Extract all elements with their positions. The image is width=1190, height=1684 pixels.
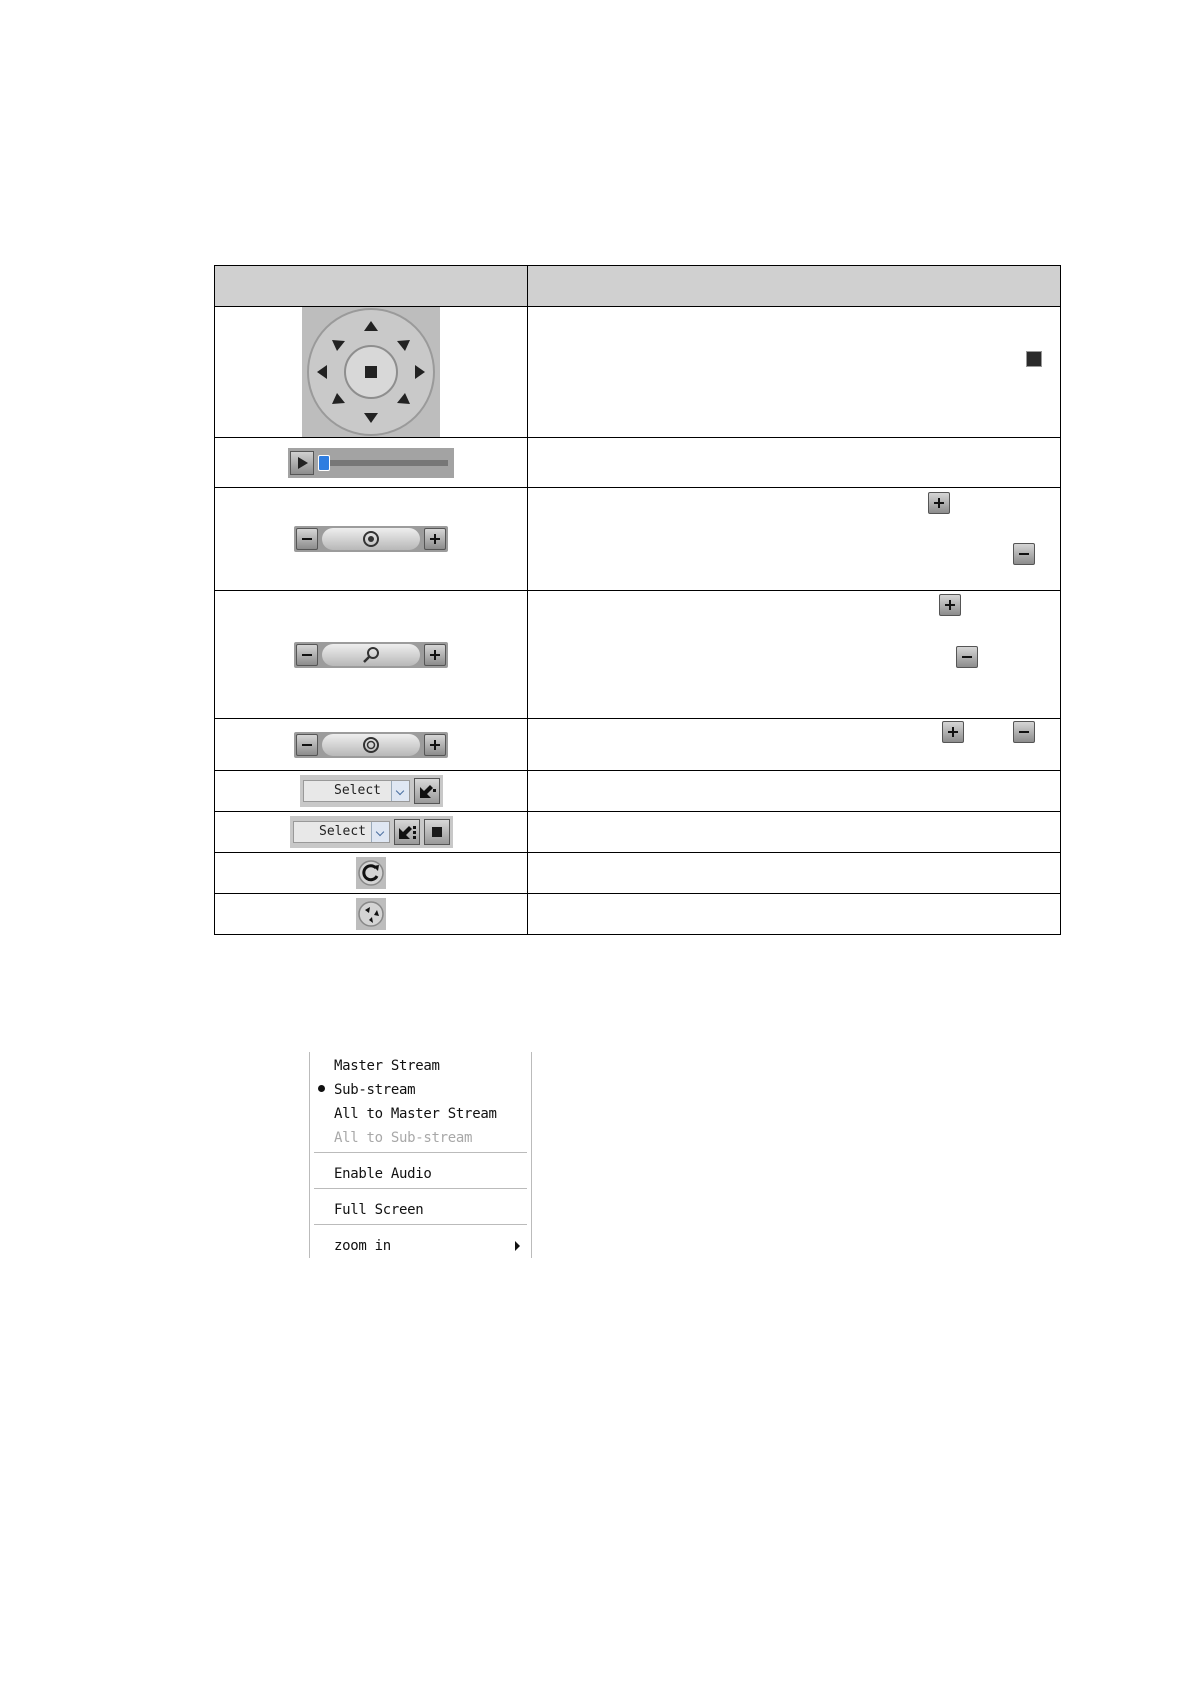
menu-item-all-to-sub-stream: All to Sub-stream	[334, 1130, 473, 1146]
table-row	[215, 591, 1061, 719]
menu-item-all-to-master-stream[interactable]: All to Master Stream	[334, 1106, 497, 1122]
table-cell	[215, 771, 528, 812]
table-row	[215, 307, 1061, 438]
plus-icon	[939, 594, 961, 616]
refresh-icon	[356, 857, 386, 889]
zoom-label-pill	[322, 528, 420, 550]
selected-bullet-icon	[318, 1085, 325, 1092]
table-row	[215, 812, 1061, 853]
table-cell	[528, 438, 1061, 488]
tour-select[interactable]	[293, 821, 390, 843]
minus-icon	[956, 646, 978, 668]
start-tour-button[interactable]	[394, 819, 420, 845]
menu-separator	[314, 1188, 527, 1189]
zoom-icon	[322, 528, 420, 550]
stop-tour-button[interactable]	[424, 819, 450, 845]
iris-control	[294, 732, 448, 758]
focus-near-button[interactable]	[296, 644, 318, 666]
table-row	[215, 488, 1061, 591]
slider-track[interactable]	[320, 460, 448, 466]
table-cell	[215, 307, 528, 438]
table-cell	[215, 488, 528, 591]
minus-icon	[1013, 721, 1035, 743]
minus-icon	[1013, 543, 1035, 565]
table-cell	[528, 812, 1061, 853]
table-cell	[528, 719, 1061, 771]
table-cell	[528, 591, 1061, 719]
preset-control	[300, 775, 443, 807]
table-cell	[528, 894, 1061, 935]
menu-item-zoom-in[interactable]: zoom in	[334, 1238, 391, 1254]
menu-item-enable-audio[interactable]: Enable Audio	[334, 1166, 432, 1182]
table-cell	[215, 894, 528, 935]
menu-separator	[314, 1152, 527, 1153]
submenu-arrow-icon	[515, 1241, 520, 1251]
auto-scan-button[interactable]	[356, 898, 386, 930]
plus-icon	[942, 721, 964, 743]
menu-separator	[314, 1224, 527, 1225]
focus-far-button[interactable]	[424, 644, 446, 666]
preset-select[interactable]	[303, 780, 410, 802]
table-cell	[215, 812, 528, 853]
auto-scan-icon	[356, 898, 386, 930]
menu-item-sub-stream[interactable]: Sub-stream	[334, 1082, 416, 1098]
ptz-control-table	[214, 265, 1061, 935]
table-cell	[528, 771, 1061, 812]
table-cell	[215, 438, 528, 488]
tour-arrow-icon	[395, 820, 419, 844]
table-header-row	[215, 266, 1061, 307]
zoom-out-button[interactable]	[296, 528, 318, 550]
zoom-control	[294, 526, 448, 552]
focus-control	[294, 642, 448, 668]
goto-preset-button[interactable]	[414, 778, 440, 804]
iris-icon	[322, 734, 420, 756]
iris-close-button[interactable]	[296, 734, 318, 756]
table-cell	[528, 853, 1061, 894]
tour-select-value: Select	[319, 824, 366, 839]
zoom-in-button[interactable]	[424, 528, 446, 550]
slider-thumb[interactable]	[318, 455, 330, 471]
table-cell	[215, 591, 528, 719]
menu-item-full-screen[interactable]: Full Screen	[334, 1202, 424, 1218]
iris-open-button[interactable]	[424, 734, 446, 756]
table-cell	[215, 719, 528, 771]
iris-label-pill	[322, 734, 420, 756]
table-row	[215, 438, 1061, 488]
magnifier-icon	[322, 644, 420, 666]
table-row	[215, 719, 1061, 771]
table-cell	[215, 853, 528, 894]
preset-select-value: Select	[334, 783, 381, 798]
table-row	[215, 894, 1061, 935]
table-row	[215, 771, 1061, 812]
table-cell	[528, 307, 1061, 438]
stream-context-menu	[309, 1052, 532, 1258]
plus-icon	[928, 492, 950, 514]
table-cell	[528, 488, 1061, 591]
table-header-cell	[215, 266, 528, 307]
table-row	[215, 853, 1061, 894]
stop-square-icon	[1026, 351, 1042, 367]
tour-control	[290, 816, 453, 848]
chevron-down-icon[interactable]	[391, 781, 409, 801]
table-header-cell	[528, 266, 1061, 307]
goto-arrow-icon	[415, 779, 439, 803]
menu-item-master-stream[interactable]: Master Stream	[334, 1058, 440, 1074]
refresh-button[interactable]	[356, 857, 386, 889]
play-icon[interactable]	[290, 451, 314, 475]
chevron-down-icon[interactable]	[371, 822, 389, 842]
ptz-direction-wheel-icon[interactable]	[302, 307, 440, 437]
speed-slider[interactable]	[288, 448, 454, 478]
focus-label-pill	[322, 644, 420, 666]
